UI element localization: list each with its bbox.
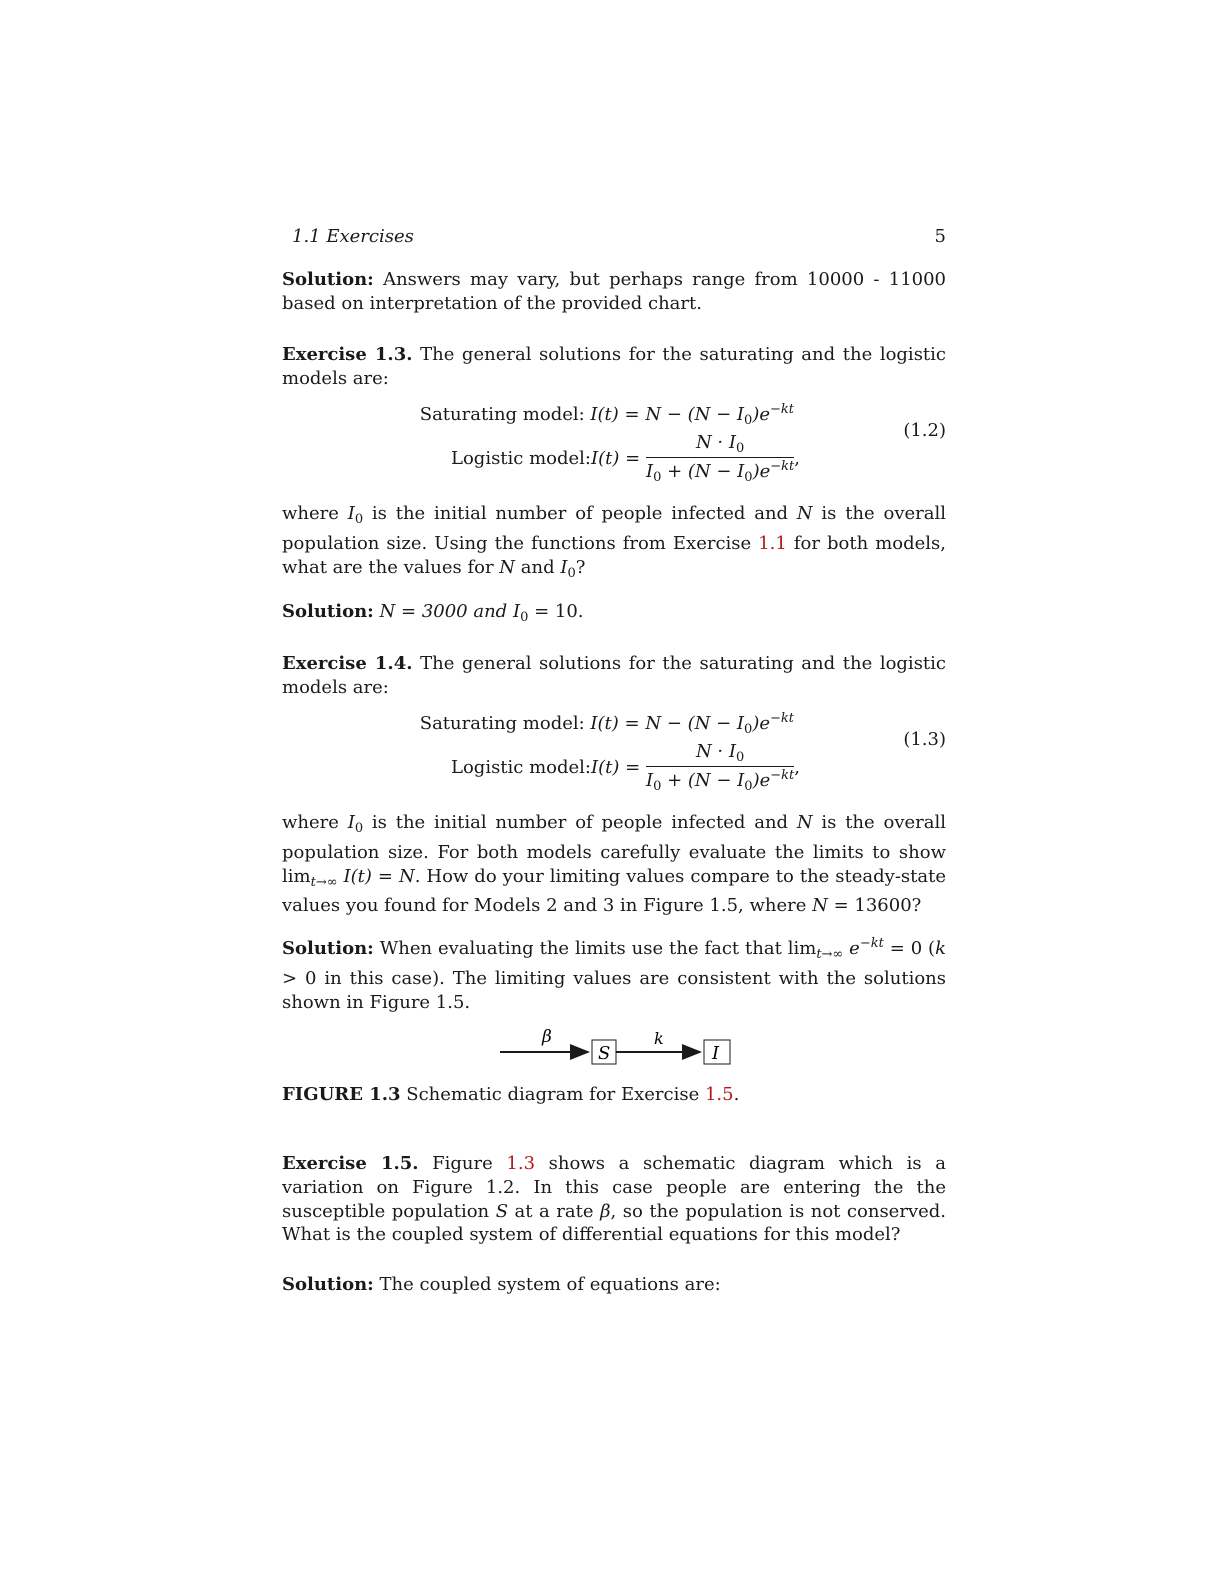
solution-label: Solution: xyxy=(282,938,374,959)
subscript: 0 xyxy=(744,470,753,485)
text: = xyxy=(371,865,399,887)
var-i: I xyxy=(560,556,568,578)
figure-caption xyxy=(282,1084,739,1105)
equation-tag: (1.2) xyxy=(903,420,946,441)
comma: , xyxy=(794,448,800,469)
schematic-diagram xyxy=(498,1028,748,1072)
text: at a rate xyxy=(508,1200,601,1222)
den-b: + (N − I xyxy=(661,461,745,482)
text: = 10. xyxy=(528,601,584,622)
text: . How do your limiting values compare to the steady-state values you found for Models 2 and 3 in Figure 1.5, where xyxy=(282,865,946,917)
i-label: I xyxy=(712,1043,720,1064)
fraction xyxy=(646,741,794,794)
var-i: I xyxy=(512,601,521,622)
var-n: N xyxy=(499,556,516,578)
exponent: −kt xyxy=(770,768,795,783)
saturating-label: Saturating model: xyxy=(419,404,591,425)
var-n: N xyxy=(398,865,415,887)
fraction xyxy=(646,432,794,485)
den-c: )e xyxy=(752,461,771,482)
k-label: k xyxy=(654,1029,664,1048)
exercise-1-4 xyxy=(282,652,946,700)
s-label: S xyxy=(598,1043,611,1064)
saturating-label: Saturating model: xyxy=(419,713,591,734)
i-of-t: I(t) xyxy=(343,865,372,887)
equation-1-3 xyxy=(282,711,946,794)
subscript: 0 xyxy=(744,722,753,737)
exercise-text: The general solutions for the saturating and the logistic models are: xyxy=(282,344,946,389)
exercise-1-4-continued xyxy=(282,811,946,918)
text: > 0 in this case). The limiting values are consistent with the solutions shown in Figure 1.5. xyxy=(282,967,946,1013)
var-n: N xyxy=(796,812,813,833)
solution-1-3 xyxy=(282,600,946,630)
var-n: N xyxy=(796,503,813,524)
subscript: 0 xyxy=(744,413,753,428)
caption-label: FIGURE 1.3 xyxy=(282,1084,401,1105)
exercise-label: Exercise 1.3. xyxy=(282,344,413,365)
text: N = 3000 and xyxy=(373,601,513,622)
saturating-equation xyxy=(420,711,794,737)
logistic-equation xyxy=(451,432,800,485)
comma: , xyxy=(794,757,800,778)
exercise-1-3-continued xyxy=(282,502,946,585)
text: When evaluating the limits use the fact that lim xyxy=(373,938,817,959)
exercise-text: The general solutions for the saturating and the logistic models are: xyxy=(282,653,946,698)
limit-subscript: t→∞ xyxy=(310,874,338,890)
text: = 0 ( xyxy=(883,938,936,959)
solution-1-5 xyxy=(282,1273,946,1297)
den-b: + (N − I xyxy=(661,770,745,791)
solution-text: Answers may vary, but perhaps range from 10000 - 11000 based on interpretation of the provided chart. xyxy=(282,269,946,314)
saturating-equation xyxy=(420,402,794,428)
text: is the initial number of people infected and xyxy=(363,812,797,833)
subscript: 0 xyxy=(735,441,745,456)
lhs: I(t) = xyxy=(591,448,641,469)
solution-label: Solution: xyxy=(282,601,374,622)
var-k: k xyxy=(935,938,946,959)
exercise-1-5 xyxy=(282,1152,946,1247)
text: for both models, what are the values for xyxy=(282,532,947,578)
exercise-1-3 xyxy=(282,343,946,391)
text: where xyxy=(282,812,348,833)
exponent: −kt xyxy=(770,402,794,417)
denominator xyxy=(646,458,794,485)
lhs: I(t) = xyxy=(591,757,641,778)
page-number: 5 xyxy=(934,226,946,247)
exercise-label: Exercise 1.4. xyxy=(282,653,413,674)
text: shows a schematic diagram which is a variation on Figure 1.2. In this case people are entering the the susceptible population xyxy=(282,1153,947,1222)
var-n: N xyxy=(812,895,828,917)
var-i: I xyxy=(347,812,355,833)
text: , so the population is not conserved. What is the coupled system of differential equations for this model? xyxy=(282,1200,947,1246)
var-beta: β xyxy=(600,1200,611,1222)
text: where xyxy=(282,503,348,524)
subscript: 0 xyxy=(653,779,662,794)
subscript: 0 xyxy=(653,470,662,485)
equation-1-2 xyxy=(282,402,946,485)
den-c: )e xyxy=(752,770,771,791)
rhs-end: )e xyxy=(752,404,770,425)
rhs: N − (N − I xyxy=(645,404,745,425)
text: Figure xyxy=(418,1153,507,1174)
var-i: I xyxy=(347,503,355,524)
numerator xyxy=(646,741,794,767)
chapter-title: 1.1 Exercises xyxy=(292,226,414,247)
subscript: 0 xyxy=(567,565,576,581)
exponent: −kt xyxy=(770,711,794,726)
subscript: 0 xyxy=(520,610,529,625)
solution-1-4 xyxy=(282,932,946,1014)
subscript: 0 xyxy=(744,779,753,794)
var-e: e xyxy=(849,938,860,959)
solution-paragraph xyxy=(282,268,946,316)
beta-label: β xyxy=(542,1028,552,1047)
diagram-svg xyxy=(498,1028,748,1072)
logistic-label: Logistic model: xyxy=(451,757,592,778)
exercise-label: Exercise 1.5. xyxy=(282,1153,419,1174)
figure-link[interactable]: 1.3 xyxy=(506,1153,536,1174)
var-s: S xyxy=(495,1200,509,1222)
caption-end: . xyxy=(733,1084,740,1105)
exercise-link[interactable]: 1.5 xyxy=(704,1084,734,1105)
solution-label: Solution: xyxy=(282,1274,374,1295)
caption-text: Schematic diagram for Exercise xyxy=(400,1084,705,1105)
exercise-link[interactable]: 1.1 xyxy=(758,532,787,554)
rhs: N − (N − I xyxy=(645,713,745,734)
num-text: N · I xyxy=(695,432,736,453)
equation-tag: (1.3) xyxy=(903,729,946,750)
subscript: 0 xyxy=(354,821,364,836)
lhs: I(t) = xyxy=(590,404,646,425)
exponent: −kt xyxy=(770,459,795,474)
subscript: 0 xyxy=(354,512,364,527)
logistic-label: Logistic model: xyxy=(451,448,592,469)
text: is the overall population size. Using the functions from Exercise xyxy=(282,503,946,554)
solution-text: The coupled system of equations are: xyxy=(373,1274,721,1295)
den-a: I xyxy=(645,461,654,482)
text: and xyxy=(515,556,561,578)
text: = 13600? xyxy=(827,895,922,917)
den-a: I xyxy=(645,770,654,791)
text: ? xyxy=(575,556,586,578)
solution-label: Solution: xyxy=(282,269,374,290)
lhs: I(t) = xyxy=(590,713,646,734)
num-text: N · I xyxy=(695,741,736,762)
numerator xyxy=(646,432,794,458)
rhs-end: )e xyxy=(752,713,770,734)
limit-subscript: t→∞ xyxy=(816,947,844,962)
exponent: −kt xyxy=(859,936,884,951)
denominator xyxy=(646,767,794,794)
text: is the initial number of people infected and xyxy=(363,503,797,524)
logistic-equation xyxy=(451,741,800,794)
subscript: 0 xyxy=(735,750,745,765)
text: is the overall population size. For both models carefully evaluate the limits to show lim xyxy=(282,812,946,887)
